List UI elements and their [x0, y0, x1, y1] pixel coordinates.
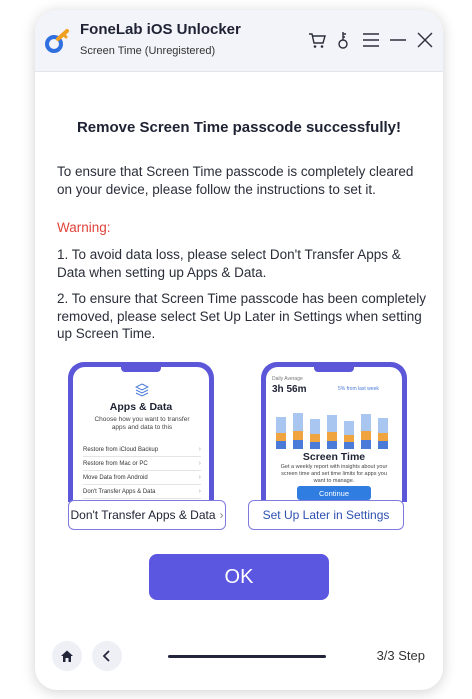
- app-title: FoneLab iOS Unlocker: [80, 21, 241, 38]
- screen-time-change: 5% from last week: [338, 386, 379, 392]
- apps-data-subtitle: Choose how you want to transfer apps and data to this: [94, 416, 190, 431]
- warning-label: Warning:: [57, 220, 111, 235]
- screen-time-value: 3h 56m: [272, 384, 307, 395]
- screen-time-title: Screen Time: [302, 451, 366, 463]
- step-progress-bar: [168, 655, 326, 658]
- fonelab-key-logo-icon: [43, 28, 71, 56]
- layers-icon: [135, 383, 149, 397]
- bottom-bar: [35, 638, 443, 682]
- phone-notch: [121, 367, 161, 372]
- screen-time-phone-illustration: [261, 362, 407, 502]
- step-1-text: 1. To avoid data loss, please select Don't Transfer Apps & Data when setting up Apps & Data.: [57, 247, 401, 280]
- window-controls: [307, 30, 435, 50]
- list-item: Restore from Mac or PC ›: [83, 457, 201, 471]
- usage-bar-chart: [274, 403, 394, 449]
- phone-screen: [73, 367, 209, 502]
- continue-button: Continue: [297, 486, 371, 500]
- step-indicator: 3/3 Step: [376, 648, 425, 663]
- instruction-text: To ensure that Screen Time passcode is completely cleared on your device, please follow the instructions to set it.: [57, 164, 414, 197]
- apps-data-phone-illustration: [68, 362, 214, 502]
- minimize-icon[interactable]: [388, 30, 408, 50]
- app-window: [35, 10, 443, 690]
- ok-button[interactable]: OK: [149, 554, 329, 600]
- daily-average-label: Daily Average: [272, 376, 303, 382]
- callout-label: Don't Transfer Apps & Data: [70, 508, 216, 522]
- usage-bars: [276, 413, 388, 449]
- apps-data-title: Apps & Data: [109, 401, 173, 413]
- title-bar: [35, 10, 443, 72]
- phone-notch: [314, 367, 354, 372]
- callout-label: Set Up Later in Settings: [262, 508, 390, 522]
- key-icon[interactable]: [334, 30, 354, 50]
- list-item: Restore from iCloud Backup ›: [83, 443, 201, 457]
- apps-data-options: [83, 443, 201, 499]
- step-progress-fill: [168, 655, 326, 658]
- list-item: Move Data from Android ›: [83, 471, 201, 485]
- home-button[interactable]: [52, 641, 82, 671]
- back-button[interactable]: [92, 641, 122, 671]
- screen-time-subtitle: Get a weekly report with insights about your screen time and set time limits for apps you want to manage.: [280, 464, 388, 484]
- set-up-later-callout: [248, 500, 404, 530]
- success-heading: Remove Screen Time passcode successfully!: [76, 119, 402, 136]
- app-subtitle: Screen Time (Unregistered): [80, 45, 216, 57]
- home-icon: [60, 649, 74, 663]
- close-icon[interactable]: [415, 30, 435, 50]
- dont-transfer-callout: [68, 500, 226, 530]
- cart-icon[interactable]: [307, 30, 327, 50]
- step-2-text: 2. To ensure that Screen Time passcode has been completely removed, please select Set Up Later in Settings when setting up Screen Time.: [57, 291, 426, 341]
- chevron-right-icon: ›: [219, 508, 224, 522]
- menu-icon[interactable]: [361, 30, 381, 50]
- chevron-left-icon: [100, 649, 114, 663]
- list-item: Don't Transfer Apps & Data ›: [83, 485, 201, 499]
- phone-screen: [266, 367, 402, 502]
